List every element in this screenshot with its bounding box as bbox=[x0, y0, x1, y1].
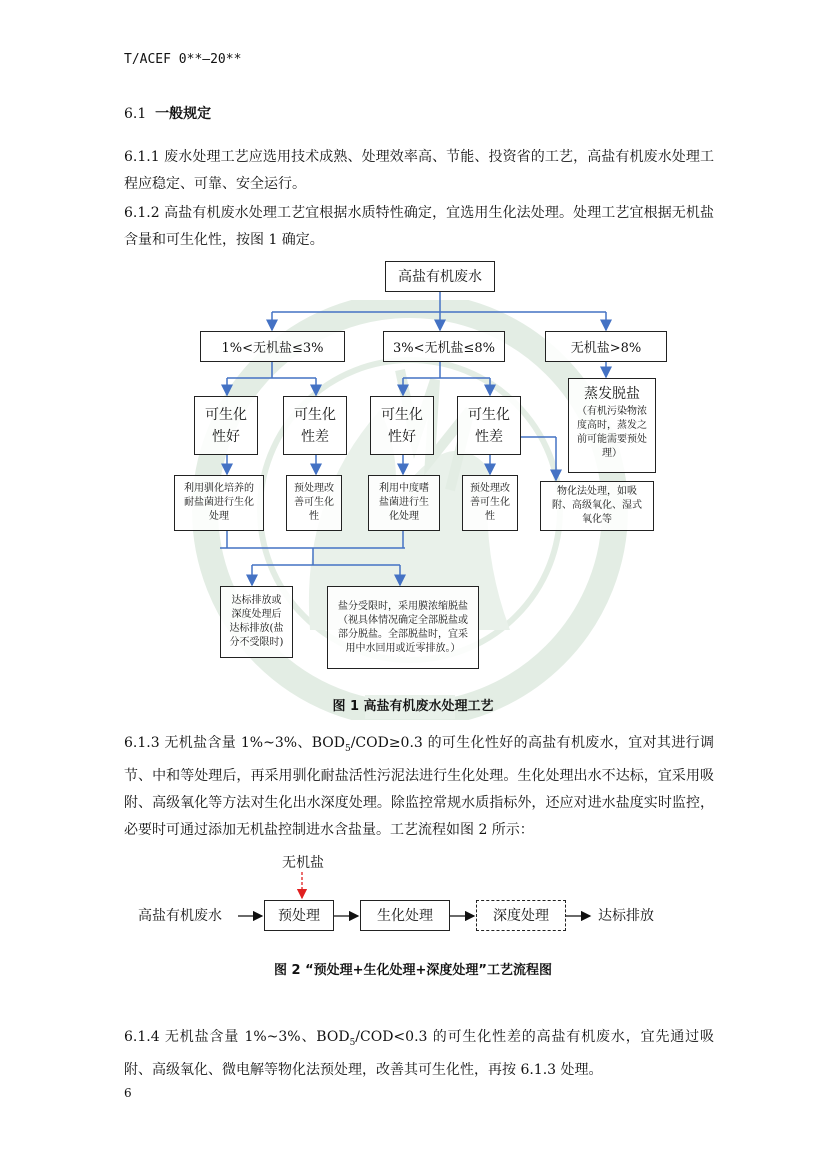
node-salt-1-3: 1%<无机盐≤3% bbox=[200, 331, 345, 362]
evaporation-title: 蒸发脱盐 bbox=[584, 386, 640, 402]
paragraph-6-1-4 bbox=[124, 1024, 714, 1084]
section-number: 6.1 bbox=[124, 106, 147, 122]
page-number: 6 bbox=[124, 1086, 132, 1100]
document-code-header: T/ACEF 0**—20** bbox=[124, 52, 242, 67]
flow-step-pretreatment: 预处理 bbox=[264, 900, 334, 931]
p614-suffix: /COD<0.3 的可生化性差的高盐有机废水，宜先通过吸附、高级氧化、微电解等物化法预处理，改善其可生化性，再按 6.1.3 处理。 bbox=[124, 1029, 714, 1078]
figure1-caption: 图 1 高盐有机废水处理工艺 bbox=[332, 699, 494, 714]
flow-source-label: 高盐有机废水 bbox=[138, 908, 222, 924]
node-acclimated-halotolerant-treatment: 利用驯化培养的耐盐菌进行生化处理 bbox=[174, 475, 264, 531]
node-salt-over-8: 无机盐>8% bbox=[545, 331, 667, 362]
figure2-caption: 图 2 “预处理+生化处理+深度处理”工艺流程图 bbox=[274, 963, 552, 978]
inorganic-salt-input-label: 无机盐 bbox=[282, 855, 324, 871]
p614-subscript: 5 bbox=[349, 1037, 356, 1048]
node-pretreatment-improve-1: 预处理改善可生化性 bbox=[286, 475, 342, 531]
paragraph-6-1-2: 6.1.2 高盐有机废水处理工艺宜根据水质特性确定，宜选用生化法处理。处理工艺宜根据无机盐含量和可生化性，按图 1 确定。 bbox=[124, 205, 714, 248]
node-poor-biodegradability-1: 可生化性差 bbox=[283, 396, 347, 455]
flow-step-advanced: 深度处理 bbox=[476, 900, 566, 931]
paragraph-6-1-3 bbox=[124, 730, 714, 844]
section-title: 一般规定 bbox=[155, 106, 212, 122]
paragraph-6-1-1: 6.1.1 废水处理工艺应选用技术成熟、处理效率高、节能、投资省的工艺，高盐有机废水处理工程应稳定、可靠、安全运行。 bbox=[124, 149, 714, 192]
node-physicochemical-treatment: 物化法处理，如吸附、高级氧化、湿式氧化等 bbox=[540, 481, 654, 531]
p613-prefix: 6.1.3 无机盐含量 1%~3%、BOD bbox=[124, 735, 345, 751]
p614-prefix: 6.1.4 无机盐含量 1%~3%、BOD bbox=[124, 1029, 350, 1045]
node-evaporative-desalination bbox=[568, 378, 656, 473]
node-moderate-halophile-treatment: 利用中度嗜盐菌进行生化处理 bbox=[368, 475, 440, 531]
p613-subscript: 5 bbox=[344, 743, 351, 754]
node-high-salt-wastewater: 高盐有机废水 bbox=[385, 261, 495, 292]
flow-step-biological: 生化处理 bbox=[360, 900, 450, 931]
node-pretreatment-improve-2: 预处理改善可生化性 bbox=[462, 475, 518, 531]
node-good-biodegradability-2: 可生化性好 bbox=[370, 396, 434, 455]
evaporation-note: （有机污染物浓度高时，蒸发之前可能需要预处理） bbox=[577, 406, 647, 459]
node-discharge-standard: 达标排放或深度处理后达标排放(盐分不受限时) bbox=[220, 586, 293, 658]
node-salt-3-8: 3%<无机盐≤8% bbox=[383, 331, 505, 362]
node-good-biodegradability-1: 可生化性好 bbox=[194, 396, 258, 455]
node-membrane-desalination: 盐分受限时，采用膜浓缩脱盐（视具体情况确定全部脱盐或部分脱盐。全部脱盐时，宜采用中水回用或近零排放。） bbox=[327, 586, 479, 669]
flow-output-label: 达标排放 bbox=[598, 908, 654, 924]
p613-suffix: /COD≥0.3 的可生化性好的高盐有机废水，宜对其进行调节、中和等处理后，再采用驯化耐盐活性污泥法进行生化处理。生化处理出水不达标，宜采用吸附、高级氧化等方法对生化出水深度处理。除监控常规水质指标外，还应对进水盐度实时监控，必要时可通过添加无机盐控制进水含盐量。工艺流程如图 2 所示： bbox=[124, 735, 714, 838]
node-poor-biodegradability-2: 可生化性差 bbox=[457, 396, 521, 455]
